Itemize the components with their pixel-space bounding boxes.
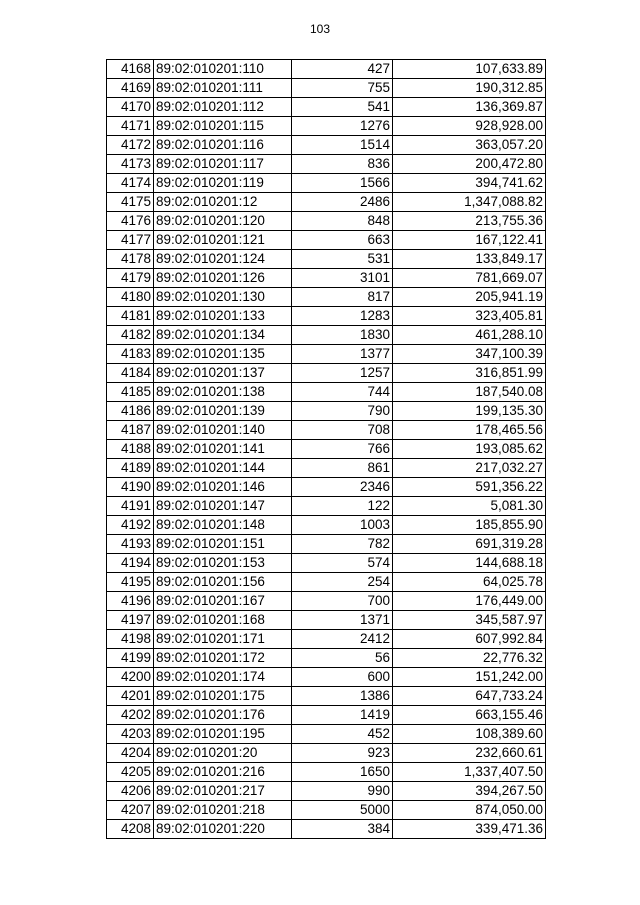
cadastral-number-cell: 89:02:010201:116 — [154, 136, 292, 155]
table-row — [107, 611, 546, 630]
row-number-cell: 4186 — [107, 402, 154, 421]
table-row — [107, 288, 546, 307]
value-cell: 232,660.61 — [393, 744, 546, 763]
row-number-cell: 4190 — [107, 478, 154, 497]
table-row — [107, 573, 546, 592]
cadastral-number-cell: 89:02:010201:151 — [154, 535, 292, 554]
cadastral-number-cell: 89:02:010201:112 — [154, 98, 292, 117]
row-number-cell: 4205 — [107, 763, 154, 782]
area-cell: 1371 — [292, 611, 393, 630]
row-number-cell: 4188 — [107, 440, 154, 459]
value-cell: 394,267.50 — [393, 782, 546, 801]
area-cell: 1377 — [292, 345, 393, 364]
row-number-cell: 4178 — [107, 250, 154, 269]
cadastral-number-cell: 89:02:010201:176 — [154, 706, 292, 725]
area-cell: 817 — [292, 288, 393, 307]
area-cell: 1283 — [292, 307, 393, 326]
cadastral-number-cell: 89:02:010201:175 — [154, 687, 292, 706]
cadastral-number-cell: 89:02:010201:148 — [154, 516, 292, 535]
area-cell: 766 — [292, 440, 393, 459]
area-cell: 452 — [292, 725, 393, 744]
cadastral-number-cell: 89:02:010201:146 — [154, 478, 292, 497]
area-cell: 1514 — [292, 136, 393, 155]
area-cell: 1830 — [292, 326, 393, 345]
area-cell: 427 — [292, 60, 393, 79]
area-cell: 1276 — [292, 117, 393, 136]
cadastral-number-cell: 89:02:010201:110 — [154, 60, 292, 79]
cadastral-number-cell: 89:02:010201:172 — [154, 649, 292, 668]
row-number-cell: 4185 — [107, 383, 154, 402]
row-number-cell: 4180 — [107, 288, 154, 307]
cadastral-table — [106, 59, 546, 839]
table-row — [107, 725, 546, 744]
table-row — [107, 478, 546, 497]
row-number-cell: 4172 — [107, 136, 154, 155]
table-row — [107, 535, 546, 554]
value-cell: 108,389.60 — [393, 725, 546, 744]
cadastral-number-cell: 89:02:010201:171 — [154, 630, 292, 649]
value-cell: 185,855.90 — [393, 516, 546, 535]
cadastral-number-cell: 89:02:010201:147 — [154, 497, 292, 516]
row-number-cell: 4169 — [107, 79, 154, 98]
row-number-cell: 4195 — [107, 573, 154, 592]
value-cell: 339,471.36 — [393, 820, 546, 839]
row-number-cell: 4208 — [107, 820, 154, 839]
area-cell: 782 — [292, 535, 393, 554]
area-cell: 1386 — [292, 687, 393, 706]
area-cell: 848 — [292, 212, 393, 231]
row-number-cell: 4168 — [107, 60, 154, 79]
cadastral-number-cell: 89:02:010201:121 — [154, 231, 292, 250]
value-cell: 663,155.46 — [393, 706, 546, 725]
value-cell: 647,733.24 — [393, 687, 546, 706]
area-cell: 923 — [292, 744, 393, 763]
table-row — [107, 174, 546, 193]
row-number-cell: 4194 — [107, 554, 154, 573]
value-cell: 133,849.17 — [393, 250, 546, 269]
value-cell: 167,122.41 — [393, 231, 546, 250]
area-cell: 574 — [292, 554, 393, 573]
row-number-cell: 4206 — [107, 782, 154, 801]
area-cell: 700 — [292, 592, 393, 611]
table-row — [107, 459, 546, 478]
cadastral-number-cell: 89:02:010201:126 — [154, 269, 292, 288]
area-cell: 836 — [292, 155, 393, 174]
row-number-cell: 4170 — [107, 98, 154, 117]
value-cell: 781,669.07 — [393, 269, 546, 288]
table-row — [107, 592, 546, 611]
area-cell: 744 — [292, 383, 393, 402]
value-cell: 323,405.81 — [393, 307, 546, 326]
cadastral-number-cell: 89:02:010201:168 — [154, 611, 292, 630]
value-cell: 193,085.62 — [393, 440, 546, 459]
cadastral-number-cell: 89:02:010201:156 — [154, 573, 292, 592]
value-cell: 316,851.99 — [393, 364, 546, 383]
table-row — [107, 687, 546, 706]
table-row — [107, 231, 546, 250]
value-cell: 345,587.97 — [393, 611, 546, 630]
area-cell: 1650 — [292, 763, 393, 782]
area-cell: 861 — [292, 459, 393, 478]
cadastral-number-cell: 89:02:010201:141 — [154, 440, 292, 459]
area-cell: 254 — [292, 573, 393, 592]
area-cell: 600 — [292, 668, 393, 687]
row-number-cell: 4198 — [107, 630, 154, 649]
cadastral-number-cell: 89:02:010201:135 — [154, 345, 292, 364]
value-cell: 136,369.87 — [393, 98, 546, 117]
row-number-cell: 4196 — [107, 592, 154, 611]
table-row — [107, 402, 546, 421]
value-cell: 1,347,088.82 — [393, 193, 546, 212]
value-cell: 363,057.20 — [393, 136, 546, 155]
row-number-cell: 4204 — [107, 744, 154, 763]
cadastral-number-cell: 89:02:010201:217 — [154, 782, 292, 801]
table-row — [107, 60, 546, 79]
value-cell: 200,472.80 — [393, 155, 546, 174]
row-number-cell: 4182 — [107, 326, 154, 345]
cadastral-number-cell: 89:02:010201:144 — [154, 459, 292, 478]
value-cell: 5,081.30 — [393, 497, 546, 516]
area-cell: 1257 — [292, 364, 393, 383]
cadastral-number-cell: 89:02:010201:117 — [154, 155, 292, 174]
row-number-cell: 4181 — [107, 307, 154, 326]
cadastral-number-cell: 89:02:010201:153 — [154, 554, 292, 573]
value-cell: 591,356.22 — [393, 478, 546, 497]
value-cell: 190,312.85 — [393, 79, 546, 98]
area-cell: 56 — [292, 649, 393, 668]
cadastral-number-cell: 89:02:010201:220 — [154, 820, 292, 839]
area-cell: 2486 — [292, 193, 393, 212]
value-cell: 217,032.27 — [393, 459, 546, 478]
value-cell: 199,135.30 — [393, 402, 546, 421]
table-row — [107, 497, 546, 516]
area-cell: 1566 — [292, 174, 393, 193]
area-cell: 1003 — [292, 516, 393, 535]
table-row — [107, 630, 546, 649]
area-cell: 2412 — [292, 630, 393, 649]
value-cell: 394,741.62 — [393, 174, 546, 193]
table-row — [107, 193, 546, 212]
value-cell: 928,928.00 — [393, 117, 546, 136]
row-number-cell: 4200 — [107, 668, 154, 687]
area-cell: 384 — [292, 820, 393, 839]
area-cell: 1419 — [292, 706, 393, 725]
value-cell: 347,100.39 — [393, 345, 546, 364]
row-number-cell: 4174 — [107, 174, 154, 193]
row-number-cell: 4176 — [107, 212, 154, 231]
row-number-cell: 4191 — [107, 497, 154, 516]
cadastral-number-cell: 89:02:010201:119 — [154, 174, 292, 193]
row-number-cell: 4175 — [107, 193, 154, 212]
area-cell: 663 — [292, 231, 393, 250]
table-row — [107, 345, 546, 364]
value-cell: 178,465.56 — [393, 421, 546, 440]
area-cell: 990 — [292, 782, 393, 801]
row-number-cell: 4201 — [107, 687, 154, 706]
cadastral-number-cell: 89:02:010201:195 — [154, 725, 292, 744]
table-row — [107, 820, 546, 839]
cadastral-number-cell: 89:02:010201:134 — [154, 326, 292, 345]
row-number-cell: 4179 — [107, 269, 154, 288]
value-cell: 874,050.00 — [393, 801, 546, 820]
value-cell: 213,755.36 — [393, 212, 546, 231]
table-row — [107, 763, 546, 782]
value-cell: 64,025.78 — [393, 573, 546, 592]
cadastral-number-cell: 89:02:010201:111 — [154, 79, 292, 98]
row-number-cell: 4177 — [107, 231, 154, 250]
cadastral-number-cell: 89:02:010201:138 — [154, 383, 292, 402]
row-number-cell: 4193 — [107, 535, 154, 554]
area-cell: 708 — [292, 421, 393, 440]
cadastral-number-cell: 89:02:010201:130 — [154, 288, 292, 307]
area-cell: 755 — [292, 79, 393, 98]
value-cell: 187,540.08 — [393, 383, 546, 402]
row-number-cell: 4199 — [107, 649, 154, 668]
cadastral-number-cell: 89:02:010201:137 — [154, 364, 292, 383]
area-cell: 5000 — [292, 801, 393, 820]
value-cell: 176,449.00 — [393, 592, 546, 611]
table-row — [107, 326, 546, 345]
cadastral-number-cell: 89:02:010201:139 — [154, 402, 292, 421]
table-row — [107, 668, 546, 687]
table-row — [107, 269, 546, 288]
table-row — [107, 744, 546, 763]
cadastral-number-cell: 89:02:010201:218 — [154, 801, 292, 820]
row-number-cell: 4189 — [107, 459, 154, 478]
value-cell: 151,242.00 — [393, 668, 546, 687]
cadastral-number-cell: 89:02:010201:140 — [154, 421, 292, 440]
cadastral-number-cell: 89:02:010201:115 — [154, 117, 292, 136]
value-cell: 22,776.32 — [393, 649, 546, 668]
area-cell: 2346 — [292, 478, 393, 497]
cadastral-number-cell: 89:02:010201:12 — [154, 193, 292, 212]
table-row — [107, 212, 546, 231]
page-number: 103 — [309, 22, 331, 36]
area-cell: 541 — [292, 98, 393, 117]
row-number-cell: 4207 — [107, 801, 154, 820]
table-body — [107, 60, 546, 839]
row-number-cell: 4192 — [107, 516, 154, 535]
row-number-cell: 4197 — [107, 611, 154, 630]
area-cell: 3101 — [292, 269, 393, 288]
row-number-cell: 4173 — [107, 155, 154, 174]
cadastral-number-cell: 89:02:010201:133 — [154, 307, 292, 326]
value-cell: 205,941.19 — [393, 288, 546, 307]
cadastral-number-cell: 89:02:010201:174 — [154, 668, 292, 687]
table-row — [107, 782, 546, 801]
row-number-cell: 4187 — [107, 421, 154, 440]
row-number-cell: 4202 — [107, 706, 154, 725]
value-cell: 107,633.89 — [393, 60, 546, 79]
cadastral-number-cell: 89:02:010201:124 — [154, 250, 292, 269]
table-row — [107, 421, 546, 440]
cadastral-number-cell: 89:02:010201:120 — [154, 212, 292, 231]
table-row — [107, 98, 546, 117]
table-row — [107, 155, 546, 174]
area-cell: 122 — [292, 497, 393, 516]
cadastral-number-cell: 89:02:010201:216 — [154, 763, 292, 782]
value-cell: 1,337,407.50 — [393, 763, 546, 782]
table-row — [107, 117, 546, 136]
table-row — [107, 79, 546, 98]
table-row — [107, 649, 546, 668]
value-cell: 691,319.28 — [393, 535, 546, 554]
table-row — [107, 801, 546, 820]
table-row — [107, 554, 546, 573]
row-number-cell: 4203 — [107, 725, 154, 744]
area-cell: 531 — [292, 250, 393, 269]
table-row — [107, 383, 546, 402]
table-row — [107, 706, 546, 725]
table-row — [107, 364, 546, 383]
value-cell: 607,992.84 — [393, 630, 546, 649]
area-cell: 790 — [292, 402, 393, 421]
row-number-cell: 4183 — [107, 345, 154, 364]
row-number-cell: 4184 — [107, 364, 154, 383]
table-row — [107, 516, 546, 535]
cadastral-number-cell: 89:02:010201:167 — [154, 592, 292, 611]
table-row — [107, 440, 546, 459]
row-number-cell: 4171 — [107, 117, 154, 136]
table-row — [107, 307, 546, 326]
value-cell: 144,688.18 — [393, 554, 546, 573]
table-row — [107, 250, 546, 269]
table-row — [107, 136, 546, 155]
value-cell: 461,288.10 — [393, 326, 546, 345]
cadastral-number-cell: 89:02:010201:20 — [154, 744, 292, 763]
